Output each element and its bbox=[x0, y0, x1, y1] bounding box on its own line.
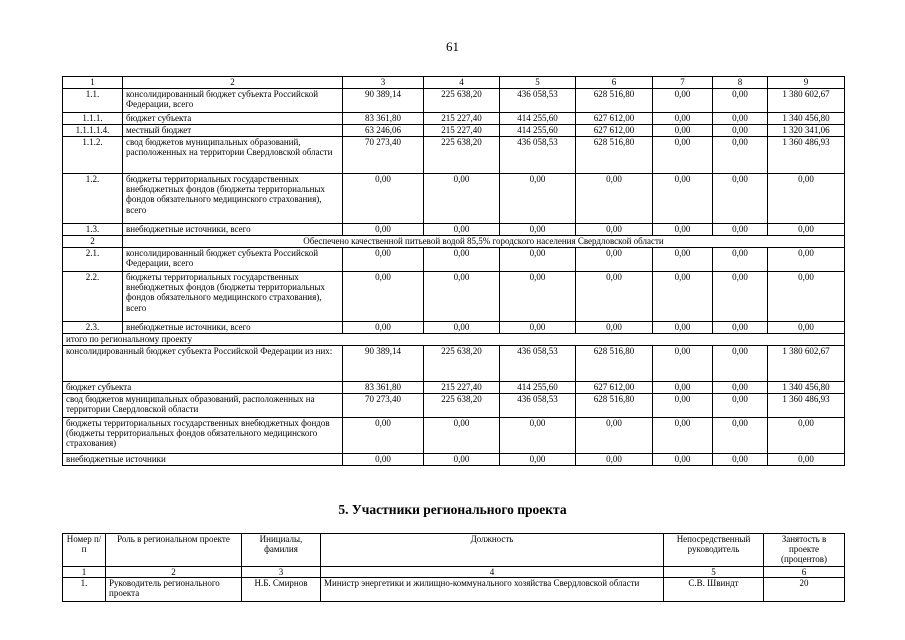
value-cell: 0,00 bbox=[424, 322, 500, 334]
value-cell: 0,00 bbox=[713, 224, 768, 236]
value-cell: 0,00 bbox=[576, 322, 653, 334]
participants-section-title: 5. Участники регионального проекта bbox=[338, 502, 567, 517]
value-cell: 1 360 486,93 bbox=[768, 137, 845, 174]
budget-row bbox=[63, 137, 845, 174]
value-cell: 1 380 602,67 bbox=[768, 346, 845, 382]
value-cell: 0,00 bbox=[500, 418, 576, 454]
budget-header-cell: 4 bbox=[424, 77, 500, 89]
value-cell: 0,00 bbox=[343, 454, 424, 466]
value-cell: 1 340 456,80 bbox=[768, 382, 845, 394]
row-number: 2.2. bbox=[63, 272, 123, 322]
participants-header-cell: Роль в региональном проекте bbox=[106, 534, 242, 567]
budget-row bbox=[63, 89, 845, 113]
value-cell: 0,00 bbox=[576, 248, 653, 272]
value-cell: 0,00 bbox=[500, 272, 576, 322]
total-label: консолидированный бюджет субъекта Российской Федерации из них: bbox=[63, 346, 343, 382]
participants-number-cell: 1 bbox=[63, 567, 106, 578]
value-cell: 0,00 bbox=[713, 113, 768, 125]
value-cell: 225 638,20 bbox=[424, 89, 500, 113]
budget-row bbox=[63, 454, 845, 466]
value-cell: 436 058,53 bbox=[500, 89, 576, 113]
participants-header-cell: Должность bbox=[321, 534, 664, 567]
value-cell: 0,00 bbox=[343, 174, 424, 224]
value-cell: 0,00 bbox=[500, 224, 576, 236]
value-cell: 436 058,53 bbox=[500, 137, 576, 174]
value-cell: 0,00 bbox=[576, 272, 653, 322]
value-cell: 0,00 bbox=[343, 224, 424, 236]
value-cell: 1 360 486,93 bbox=[768, 394, 845, 418]
row-number: 1.1. bbox=[63, 89, 123, 113]
value-cell: 0,00 bbox=[768, 174, 845, 224]
participants-header-row bbox=[63, 534, 845, 567]
budget-row bbox=[63, 346, 845, 382]
row-number: 1.1.1. bbox=[63, 113, 123, 125]
value-cell: 628 516,80 bbox=[576, 346, 653, 382]
value-cell: 628 516,80 bbox=[576, 89, 653, 113]
value-cell: 225 638,20 bbox=[424, 137, 500, 174]
participant-manager: С.В. Швиндт bbox=[664, 578, 764, 602]
participants-number-cell: 2 bbox=[106, 567, 242, 578]
row-number: 2 bbox=[63, 236, 123, 248]
value-cell: 0,00 bbox=[343, 418, 424, 454]
value-cell: 0,00 bbox=[424, 454, 500, 466]
budget-row bbox=[63, 125, 845, 137]
budget-header-cell: 2 bbox=[123, 77, 343, 89]
value-cell: 436 058,53 bbox=[500, 394, 576, 418]
participants-header-cell: Номер п/п bbox=[63, 534, 106, 567]
value-cell: 0,00 bbox=[424, 248, 500, 272]
budget-row bbox=[63, 272, 845, 322]
participants-number-cell: 5 bbox=[664, 567, 764, 578]
section-title-cell: Обеспечено качественной питьевой водой 85,5% городского населения Свердловской области bbox=[123, 236, 845, 248]
value-cell: 0,00 bbox=[768, 272, 845, 322]
value-cell: 628 516,80 bbox=[576, 394, 653, 418]
value-cell: 0,00 bbox=[576, 224, 653, 236]
value-cell: 1 380 602,67 bbox=[768, 89, 845, 113]
row-label: бюджеты территориальных государственных внебюджетных фондов (бюджеты территориальных фондов обязательного медицинского страхования), всего bbox=[123, 272, 343, 322]
value-cell: 0,00 bbox=[653, 346, 713, 382]
value-cell: 0,00 bbox=[653, 224, 713, 236]
value-cell: 0,00 bbox=[424, 224, 500, 236]
row-label: внебюджетные источники, всего bbox=[123, 224, 343, 236]
value-cell: 0,00 bbox=[653, 382, 713, 394]
row-number: 2.3. bbox=[63, 322, 123, 334]
budget-row bbox=[63, 224, 845, 236]
value-cell: 414 255,60 bbox=[500, 382, 576, 394]
value-cell: 0,00 bbox=[424, 174, 500, 224]
row-label: внебюджетные источники, всего bbox=[123, 322, 343, 334]
value-cell: 70 273,40 bbox=[343, 394, 424, 418]
value-cell: 0,00 bbox=[424, 418, 500, 454]
value-cell: 0,00 bbox=[653, 137, 713, 174]
value-cell: 0,00 bbox=[576, 418, 653, 454]
value-cell: 70 273,40 bbox=[343, 137, 424, 174]
value-cell: 0,00 bbox=[500, 454, 576, 466]
value-cell: 0,00 bbox=[653, 418, 713, 454]
value-cell: 0,00 bbox=[768, 454, 845, 466]
value-cell: 627 612,00 bbox=[576, 125, 653, 137]
row-number: 1.1.2. bbox=[63, 137, 123, 174]
participants-header-cell: Непосредственный руководитель bbox=[664, 534, 764, 567]
budget-header-cell: 8 bbox=[713, 77, 768, 89]
budget-row bbox=[63, 236, 845, 248]
budget-header-cell: 5 bbox=[500, 77, 576, 89]
budget-row bbox=[63, 394, 845, 418]
value-cell: 0,00 bbox=[653, 394, 713, 418]
budget-header-cell: 1 bbox=[63, 77, 123, 89]
value-cell: 63 246,06 bbox=[343, 125, 424, 137]
value-cell: 627 612,00 bbox=[576, 113, 653, 125]
value-cell: 0,00 bbox=[653, 322, 713, 334]
row-label: консолидированный бюджет субъекта Российской Федерации, всего bbox=[123, 248, 343, 272]
value-cell: 0,00 bbox=[768, 248, 845, 272]
participants-number-cell: 6 bbox=[764, 567, 845, 578]
value-cell: 0,00 bbox=[713, 382, 768, 394]
value-cell: 83 361,80 bbox=[343, 113, 424, 125]
value-cell: 225 638,20 bbox=[424, 346, 500, 382]
total-label: свод бюджетов муниципальных образований, расположенных на территории Свердловской области bbox=[63, 394, 343, 418]
value-cell: 0,00 bbox=[576, 174, 653, 224]
page-number: 61 bbox=[446, 39, 459, 54]
value-cell: 83 361,80 bbox=[343, 382, 424, 394]
value-cell: 414 255,60 bbox=[500, 113, 576, 125]
value-cell: 0,00 bbox=[713, 137, 768, 174]
participants-number-cell: 3 bbox=[242, 567, 321, 578]
value-cell: 436 058,53 bbox=[500, 346, 576, 382]
participants-header-cell: Занятость в проекте (процентов) bbox=[764, 534, 845, 567]
participants-table bbox=[62, 533, 845, 602]
total-label: бюджеты территориальных государственных внебюджетных фондов (бюджеты территориальных фондов обязательного медицинского страхования) bbox=[63, 418, 343, 454]
value-cell: 0,00 bbox=[653, 113, 713, 125]
value-cell: 0,00 bbox=[500, 174, 576, 224]
value-cell: 0,00 bbox=[713, 394, 768, 418]
value-cell: 0,00 bbox=[653, 454, 713, 466]
value-cell: 0,00 bbox=[500, 322, 576, 334]
value-cell: 225 638,20 bbox=[424, 394, 500, 418]
value-cell: 90 389,14 bbox=[343, 89, 424, 113]
budget-table bbox=[62, 76, 845, 466]
row-number: 1.1.1.1.4. bbox=[63, 125, 123, 137]
budget-row bbox=[63, 382, 845, 394]
row-number: 1.2. bbox=[63, 174, 123, 224]
value-cell: 90 389,14 bbox=[343, 346, 424, 382]
value-cell: 414 255,60 bbox=[500, 125, 576, 137]
row-label: бюджеты территориальных государственных внебюджетных фондов (бюджеты территориальных фондов обязательного медицинского страхования), всего bbox=[123, 174, 343, 224]
total-label: бюджет субъекта bbox=[63, 382, 343, 394]
value-cell: 627 612,00 bbox=[576, 382, 653, 394]
participant-name: Н.Б. Смирнов bbox=[242, 578, 321, 602]
budget-row bbox=[63, 113, 845, 125]
budget-header-cell: 3 bbox=[343, 77, 424, 89]
participants-header-cell: Инициалы, фамилия bbox=[242, 534, 321, 567]
value-cell: 0,00 bbox=[653, 248, 713, 272]
row-number: 2.1. bbox=[63, 248, 123, 272]
value-cell: 0,00 bbox=[713, 248, 768, 272]
value-cell: 0,00 bbox=[768, 322, 845, 334]
value-cell: 1 320 341,06 bbox=[768, 125, 845, 137]
participant-row bbox=[63, 578, 845, 602]
budget-row bbox=[63, 174, 845, 224]
participant-position: Министр энергетики и жилищно-коммунального хозяйства Свердловской области bbox=[321, 578, 664, 602]
budget-header-cell: 6 bbox=[576, 77, 653, 89]
participants-number-cell: 4 bbox=[321, 567, 664, 578]
budget-header-cell: 7 bbox=[653, 77, 713, 89]
value-cell: 0,00 bbox=[713, 125, 768, 137]
value-cell: 1 340 456,80 bbox=[768, 113, 845, 125]
value-cell: 215 227,40 bbox=[424, 125, 500, 137]
value-cell: 0,00 bbox=[713, 322, 768, 334]
value-cell: 0,00 bbox=[343, 248, 424, 272]
budget-row bbox=[63, 334, 845, 346]
value-cell: 0,00 bbox=[653, 125, 713, 137]
row-label: консолидированный бюджет субъекта Российской Федерации, всего bbox=[123, 89, 343, 113]
budget-row bbox=[63, 322, 845, 334]
value-cell: 0,00 bbox=[424, 272, 500, 322]
value-cell: 0,00 bbox=[653, 272, 713, 322]
value-cell: 0,00 bbox=[713, 174, 768, 224]
budget-row bbox=[63, 248, 845, 272]
budget-header-cell: 9 bbox=[768, 77, 845, 89]
value-cell: 0,00 bbox=[653, 89, 713, 113]
value-cell: 0,00 bbox=[713, 272, 768, 322]
value-cell: 0,00 bbox=[343, 272, 424, 322]
value-cell: 215 227,40 bbox=[424, 113, 500, 125]
participants-number-row bbox=[63, 567, 845, 578]
participant-load: 20 bbox=[764, 578, 845, 602]
row-number: 1.3. bbox=[63, 224, 123, 236]
budget-header-row bbox=[63, 77, 845, 89]
row-label: местный бюджет bbox=[123, 125, 343, 137]
value-cell: 0,00 bbox=[713, 346, 768, 382]
value-cell: 0,00 bbox=[576, 454, 653, 466]
value-cell: 0,00 bbox=[713, 89, 768, 113]
row-label: свод бюджетов муниципальных образований, расположенных на территории Свердловской области bbox=[123, 137, 343, 174]
row-label: бюджет субъекта bbox=[123, 113, 343, 125]
value-cell: 215 227,40 bbox=[424, 382, 500, 394]
participant-num: 1. bbox=[63, 578, 106, 602]
value-cell: 0,00 bbox=[500, 248, 576, 272]
value-cell: 0,00 bbox=[713, 418, 768, 454]
value-cell: 0,00 bbox=[713, 454, 768, 466]
value-cell: 0,00 bbox=[653, 174, 713, 224]
total-header-cell: итого по региональному проекту bbox=[63, 334, 845, 346]
value-cell: 0,00 bbox=[343, 322, 424, 334]
value-cell: 0,00 bbox=[768, 418, 845, 454]
budget-row bbox=[63, 418, 845, 454]
total-label: внебюджетные источники bbox=[63, 454, 343, 466]
participant-role: Руководитель регионального проекта bbox=[106, 578, 242, 602]
value-cell: 0,00 bbox=[768, 224, 845, 236]
value-cell: 628 516,80 bbox=[576, 137, 653, 174]
